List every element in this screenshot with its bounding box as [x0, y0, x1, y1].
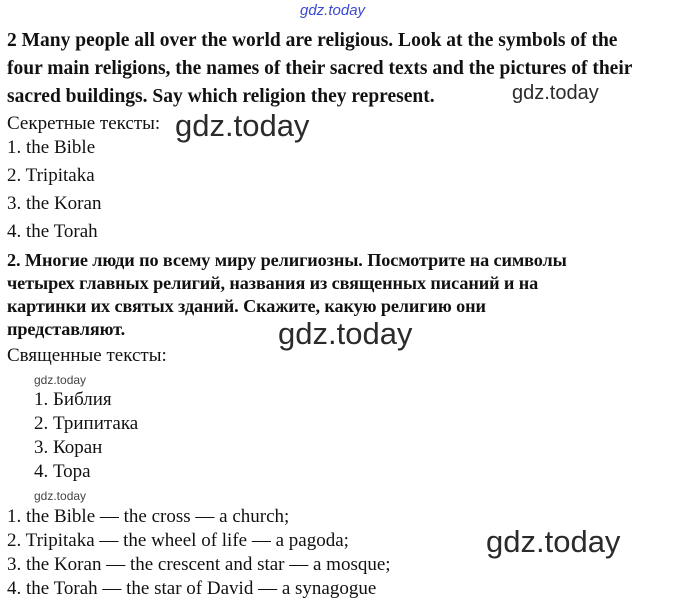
- list-item: 2. Трипитака: [34, 413, 139, 434]
- translation-title-line: картинки их святых зданий. Скажите, какую религию они: [7, 296, 486, 316]
- list-item: 3. Коран: [34, 437, 103, 458]
- watermark-bottom-right: gdz.today: [486, 524, 621, 559]
- answer-item: 4. the Torah — the star of David — a synagogue: [7, 578, 377, 599]
- translation-title-line: четырех главных религий, названия из священных писаний и на: [7, 273, 539, 293]
- answers-list: [7, 505, 391, 601]
- list-item: 2. Tripitaka: [7, 165, 95, 186]
- task-title-line: sacred buildings. Say which religion they represent.: [7, 86, 435, 107]
- secret-texts-label: Секретные тексты:: [7, 113, 161, 134]
- task-title-line: four main religions, the names of their sacred texts and the pictures of their: [7, 58, 633, 79]
- watermark-top: gdz.today: [300, 2, 366, 19]
- sacred-texts-label: Священные тексты:: [7, 345, 167, 366]
- list-item: 4. the Torah: [7, 221, 98, 242]
- watermark-after-label: gdz.today: [175, 108, 310, 143]
- secret-texts-list: [7, 136, 101, 248]
- answer-item: 1. the Bible — the cross — a church;: [7, 506, 290, 527]
- list-item: 3. the Koran: [7, 193, 102, 214]
- list-item: 4. Тора: [34, 461, 91, 482]
- list-item: 1. Библия: [34, 389, 112, 410]
- watermark-translation-right: gdz.today: [278, 316, 413, 351]
- task-title-line: 2 Many people all over the world are religious. Look at the symbols of the: [7, 30, 618, 51]
- translation-title-line: 2. Многие люди по всему миру религиозны. Посмотрите на символы: [7, 250, 567, 270]
- watermark-title-right: gdz.today: [512, 82, 599, 104]
- sacred-texts-list: [34, 388, 138, 484]
- answer-item: 2. Tripitaka — the wheel of life — a pagoda;: [7, 530, 349, 551]
- watermark-small: gdz.today: [34, 373, 87, 387]
- translation-title-line: представляют.: [7, 319, 126, 339]
- watermark-small: gdz.today: [34, 489, 87, 503]
- answer-item: 3. the Koran — the crescent and star — a mosque;: [7, 554, 391, 575]
- list-item: 1. the Bible: [7, 137, 96, 158]
